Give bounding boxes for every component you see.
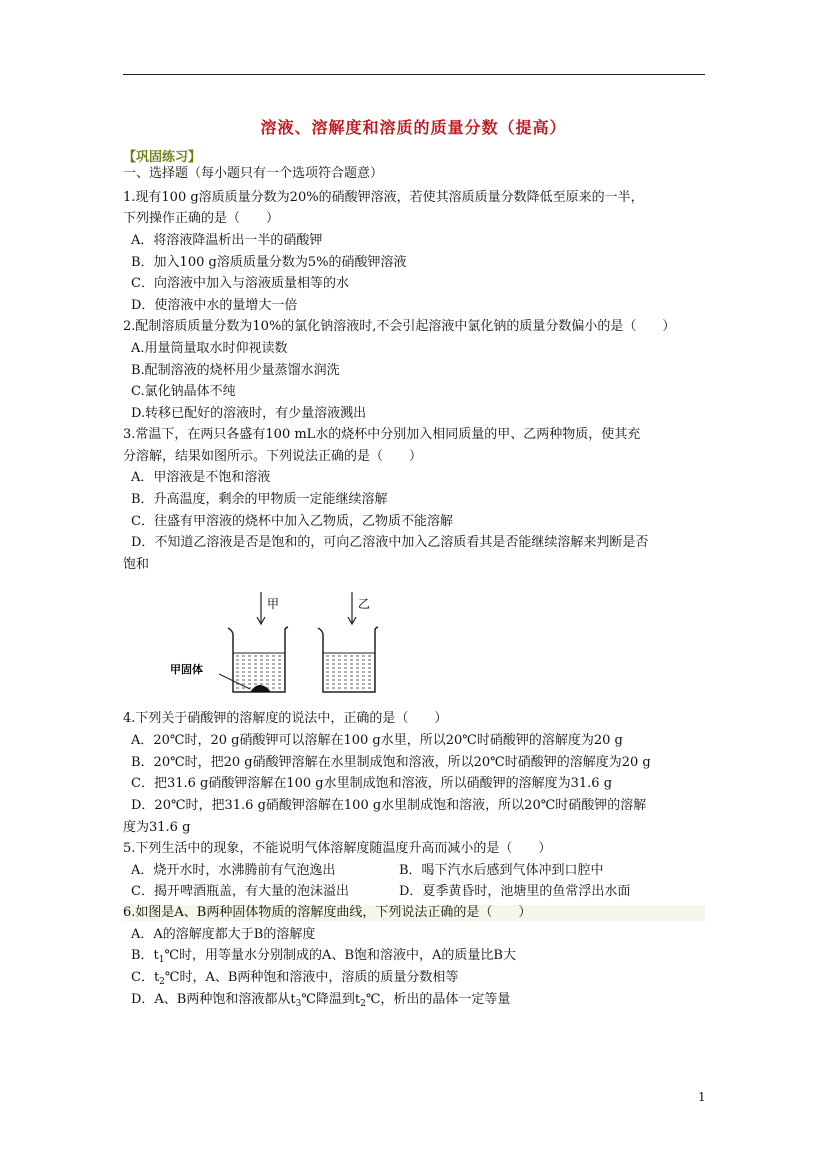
q4-option-a: A．20℃时，20 g硝酸钾可以溶解在100 g水里，所以20℃时硝酸钾的溶解度为20 g <box>131 733 623 748</box>
q5-option-d: D．夏季黄昏时，池塘里的鱼常浮出水面 <box>399 884 631 899</box>
q2-option-a: A.用量筒量取水时仰视读数 <box>131 341 288 356</box>
beakers-figure <box>170 586 420 704</box>
section-heading: 【巩固练习】 <box>123 150 202 165</box>
q6-option-c: C．$t_2℃$时，A、B两种饱和溶液中，溶质的质量分数相等 <box>131 970 459 987</box>
q3-stem-line2: 分溶解，结果如图所示。下列说法正确的是（ ） <box>123 449 423 464</box>
q2-option-b: B.配制溶液的烧杯用少量蒸馏水润洗 <box>131 363 340 378</box>
q6-option-d: D．A、B两种饱和溶液都从$t_3℃$降温到$t_2℃$，析出的晶体一定等量 <box>131 992 511 1009</box>
q1-stem-line1: 1.现有100 g溶质质量分数为20%的硝酸钾溶液，若使其溶质质量分数降低至原来的一半， <box>123 190 644 205</box>
q1-stem-line2: 下列操作正确的是（ ） <box>123 211 280 226</box>
q2-option-d: D.转移已配好的溶液时，有少量溶液溅出 <box>131 406 367 421</box>
q2-stem: 2.配制溶质质量分数为10%的氯化钠溶液时,不会引起溶液中氯化钠的质量分数偏小的是（ ） <box>123 319 676 334</box>
label-jia: 甲 <box>267 597 280 611</box>
q1-option-a: A．将溶液降温析出一半的硝酸钾 <box>131 233 323 248</box>
q1-option-b: B．加入100 g溶质质量分数为5%的硝酸钾溶液 <box>131 255 407 270</box>
q3-option-d-line2: 饱和 <box>123 557 150 572</box>
q4-option-c: C．把31.6 g硝酸钾溶解在100 g水里制成饱和溶液，所以硝酸钾的溶解度为31.6 g <box>131 776 613 791</box>
q5-row2 <box>131 884 706 900</box>
header-rule <box>123 74 705 75</box>
q3-option-a: A．甲溶液是不饱和溶液 <box>131 470 271 485</box>
q3-stem-line1: 3.常温下，在两只各盛有100 mL水的烧杯中分别加入相同质量的甲、乙两种物质，使其充 <box>123 427 641 442</box>
q1-option-c: C．向溶液中加入与溶液质量相等的水 <box>131 276 349 291</box>
q5-row1 <box>131 863 706 879</box>
q1-option-d: D．使溶液中水的量增大一倍 <box>131 298 298 313</box>
q6-option-a: A．A的溶解度都大于B的溶解度 <box>131 927 316 942</box>
q5-stem: 5.下列生活中的现象，不能说明气体溶解度随温度升高而减小的是（ ） <box>123 841 552 856</box>
q4-option-d-line1: D．20℃时，把31.6 g硝酸钾溶解在100 g水里制成饱和溶液，所以20℃时硝酸钾的溶解 <box>131 798 647 813</box>
q3-option-c: C．往盛有甲溶液的烧杯中加入乙物质，乙物质不能溶解 <box>131 514 453 529</box>
page-title: 溶液、溶解度和溶质的质量分数（提高） <box>260 118 567 137</box>
q6-option-b: B．$t_1℃$时，用等量水分别制成的A、B饱和溶液中，A的质量比B大 <box>131 948 516 965</box>
q5-option-a: A．烧开水时，水沸腾前有气泡逸出 <box>131 863 336 878</box>
q4-option-b: B．20℃时，把20 g硝酸钾溶解在水里制成饱和溶液，所以20℃时硝酸钾的溶解度为20 g <box>131 755 651 770</box>
q6-stem: 6.如图是A、B两种固体物质的溶解度曲线，下列说法正确的是（ ） <box>123 905 705 921</box>
q3-option-d-line1: D．不知道乙溶液是否是饱和的，可向乙溶液中加入乙溶质看其是否能继续溶解来判断是否 <box>131 535 649 550</box>
label-yi: 乙 <box>358 597 371 611</box>
q2-option-c: C.氯化钠晶体不纯 <box>131 384 236 399</box>
part-heading: 一、选择题（每小题只有一个选项符合题意） <box>123 166 384 181</box>
label-solid: 甲固体 <box>170 663 203 676</box>
q3-option-b: B．升高温度，剩余的甲物质一定能继续溶解 <box>131 492 388 507</box>
q5-option-b: B．喝下汽水后感到气体冲到口腔中 <box>399 863 604 878</box>
q4-stem: 4.下列关于硝酸钾的溶解度的说法中，正确的是（ ） <box>123 711 448 726</box>
q5-option-c: C．揭开啤酒瓶盖，有大量的泡沫溢出 <box>131 884 349 899</box>
q4-option-d-line2: 度为31.6 g <box>123 820 191 835</box>
page-number: 1 <box>698 1090 706 1104</box>
